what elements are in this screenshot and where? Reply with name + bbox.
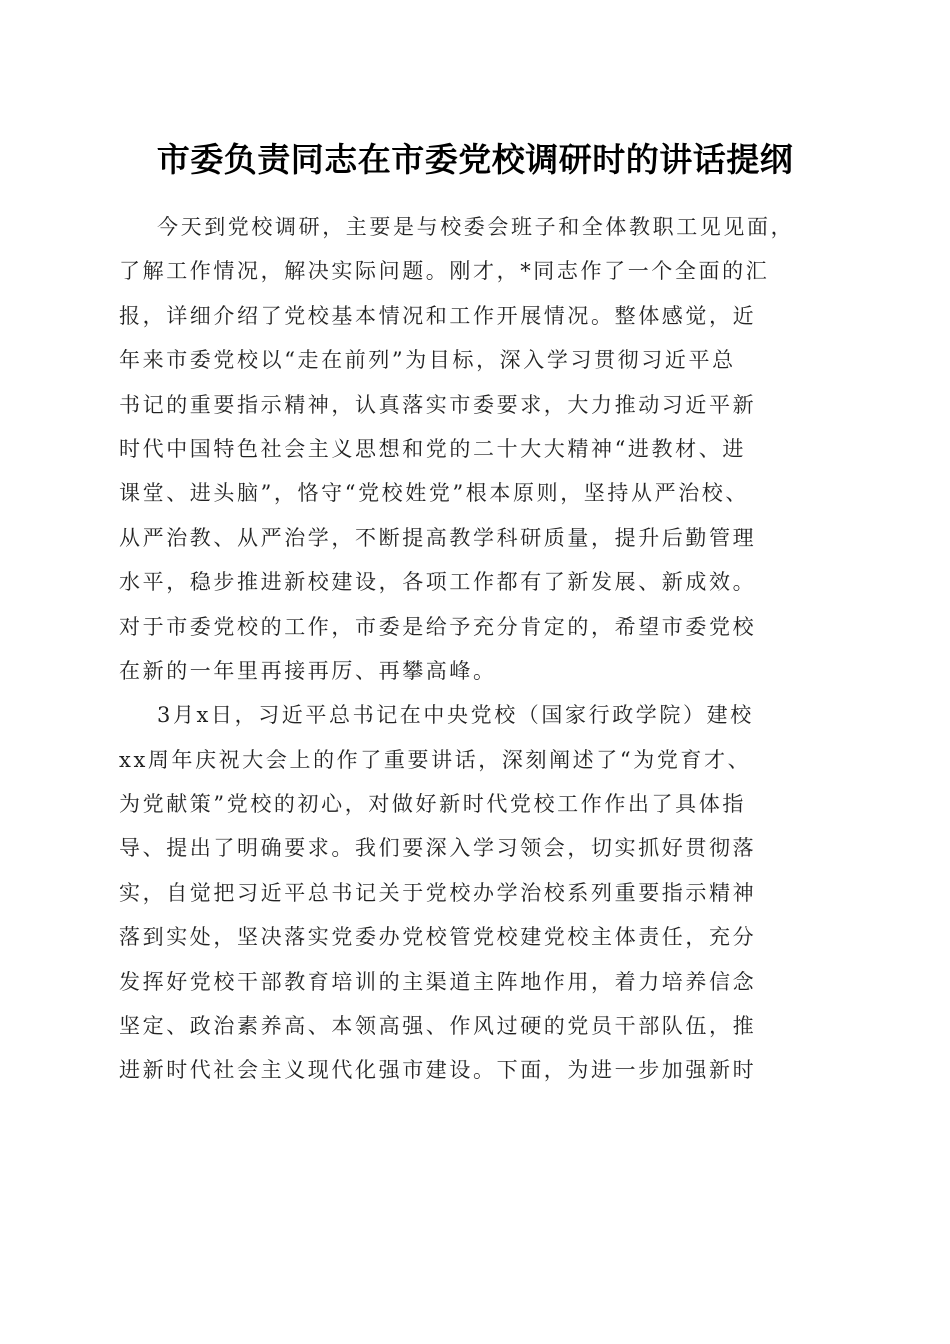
paragraph-line: 水平，稳步推进新校建设，各项工作都有了新发展、新成效。 [119,570,757,595]
paragraph-line: 3月x日，习近平总书记在中央党校（国家行政学院）建校 [157,703,754,728]
paragraph-2 [119,693,833,1093]
paragraph-line: 坚定、政治素养高、本领高强、作风过硬的党员干部队伍，推 [119,1014,757,1039]
paragraph-line: 报，详细介绍了党校基本情况和工作开展情况。整体感觉，近 [119,303,757,328]
paragraph-line: 在新的一年里再接再厉、再攀高峰。 [119,658,497,683]
paragraph-line: 从严治教、从严治学，不断提高教学科研质量，提升后勤管理 [119,525,757,550]
paragraph-line: 时代中国特色社会主义思想和党的二十大大精神“进教材、进 [119,436,746,461]
paragraph-line: 发挥好党校干部教育培训的主渠道主阵地作用，着力培养信念 [119,969,757,994]
paragraph-line: 为党献策”党校的初心，对做好新时代党校工作作出了具体指 [119,792,746,817]
paragraph-line: 实，自觉把习近平总书记关于党校办学治校系列重要指示精神 [119,880,757,905]
paragraph-line: 对于市委党校的工作，市委是给予充分肯定的，希望市委党校 [119,614,757,639]
paragraph-line: 今天到党校调研，主要是与校委会班子和全体教职工见见面， [157,215,795,239]
paragraph-1 [119,205,833,693]
paragraph-line: 了解工作情况，解决实际问题。刚才，*同志作了一个全面的汇 [119,259,770,284]
paragraph-line: xx周年庆祝大会上的作了重要讲话，深刻阐述了“为党育才、 [119,747,752,772]
paragraph-line: 书记的重要指示精神，认真落实市委要求，大力推动习近平新 [119,392,757,417]
paragraph-line: 年来市委党校以“走在前列”为目标，深入学习贯彻习近平总 [119,348,736,373]
paragraph-line: 落到实处，坚决落实党委办党校管党校建党校主体责任，充分 [119,925,757,950]
paragraph-line: 课堂、进头脑”，恪守“党校姓党”根本原则，坚持从严治校、 [119,481,750,506]
paragraph-line: 导、提出了明确要求。我们要深入学习领会，切实抓好贯彻落 [119,836,757,861]
document-title: 市委负责同志在市委党校调研时的讲话提纲 [156,140,794,179]
paragraph-line: 进新时代社会主义现代化强市建设。下面，为进一步加强新时 [119,1058,757,1083]
document-body [119,205,833,1093]
